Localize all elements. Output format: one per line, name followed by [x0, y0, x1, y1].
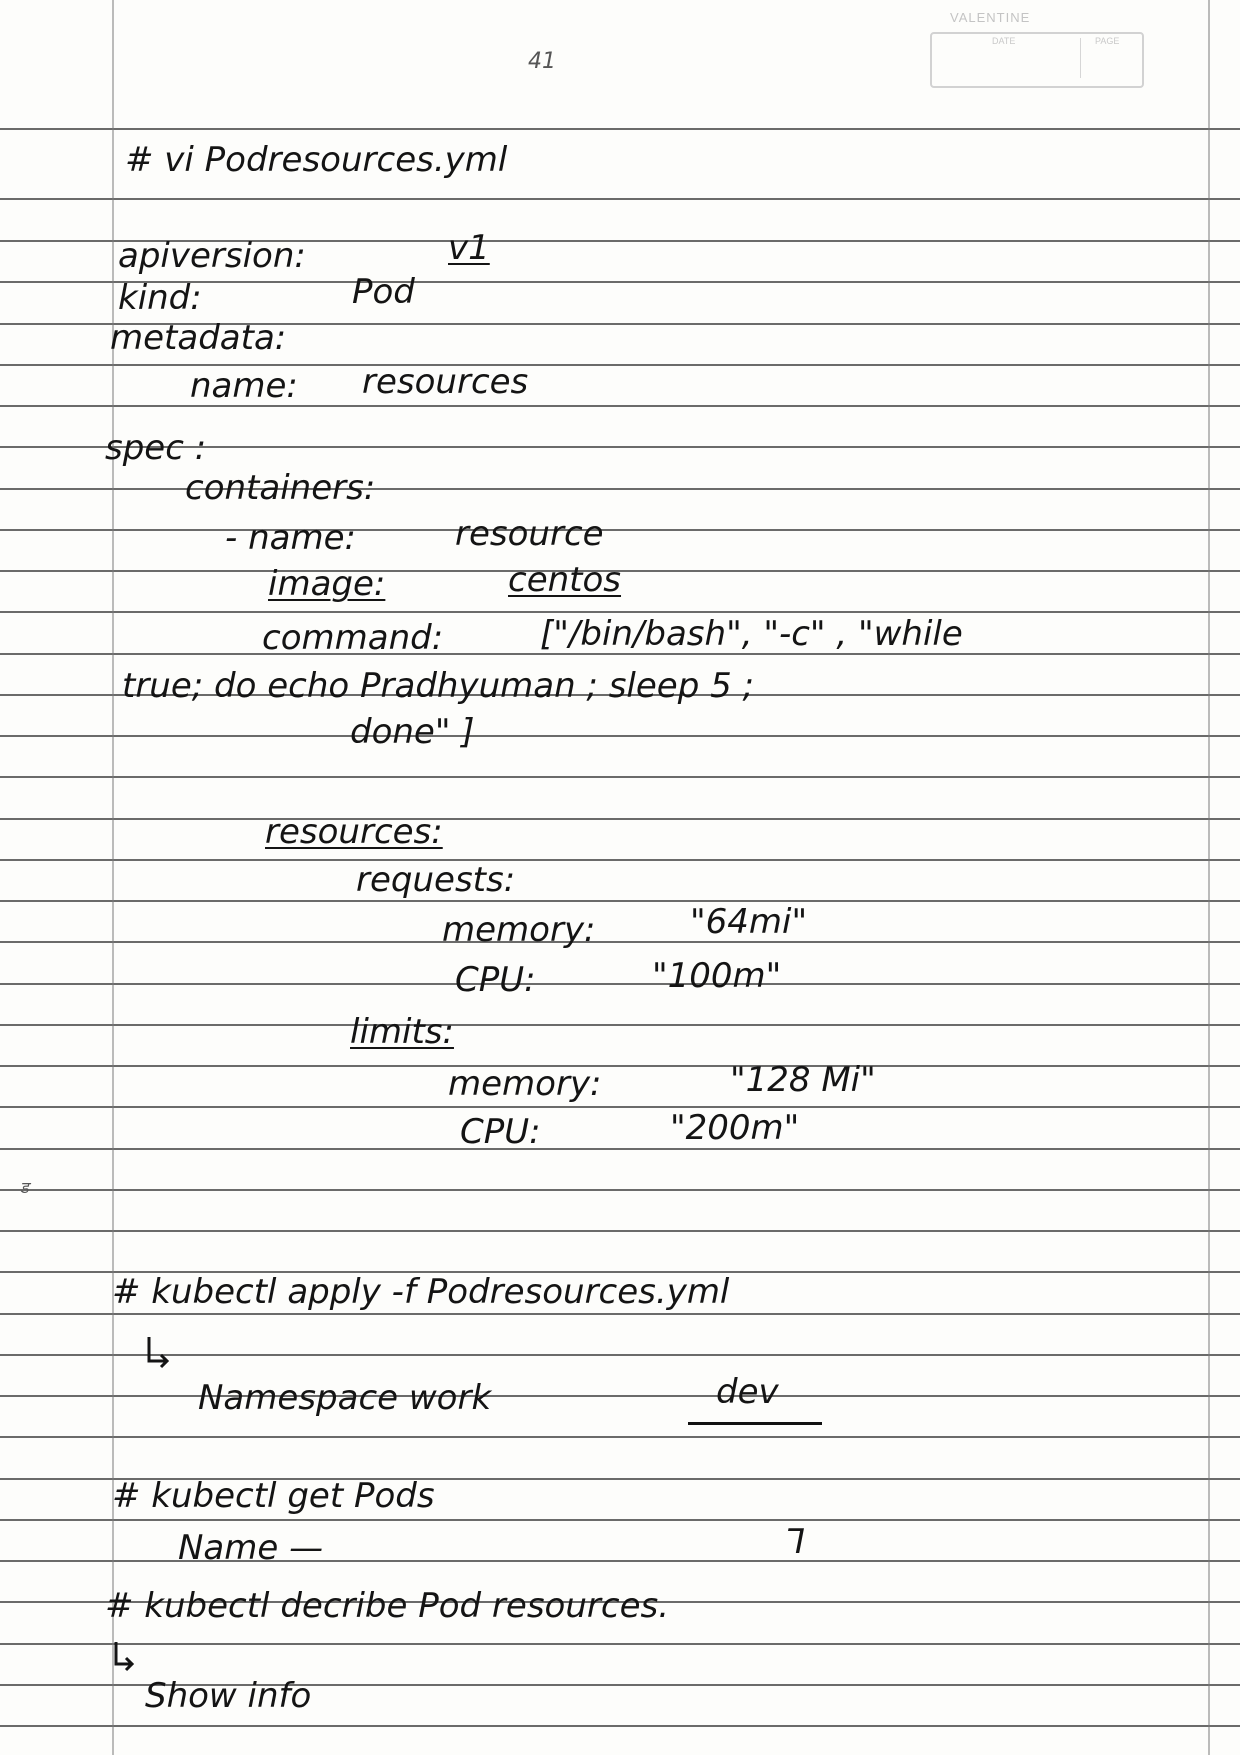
rule-line [0, 1189, 1240, 1191]
namespace-dev: dev [716, 1372, 779, 1412]
command-continuation: true; do echo Pradhyuman ; sleep 5 ; [122, 666, 754, 706]
date-label: DATE [992, 36, 1016, 46]
brand-name: VALENTINE [950, 10, 1031, 25]
rule-line [0, 1024, 1240, 1026]
rule-line [0, 1643, 1240, 1645]
name-column-note: Name — [178, 1528, 324, 1568]
page-label: PAGE [1095, 36, 1120, 46]
rule-line [0, 900, 1240, 902]
margin-line [1208, 0, 1210, 1755]
apply-command-line: # kubectl apply -f Podresources.yml [112, 1272, 730, 1312]
rule-line [0, 1230, 1240, 1232]
rule-line [0, 198, 1240, 200]
rule-line [0, 529, 1240, 531]
page-number: 41 [528, 49, 556, 74]
get-pods-command-line: # kubectl get Pods [112, 1476, 435, 1516]
image-key: image: [268, 564, 386, 604]
rule-line [0, 611, 1240, 613]
vi-command-line: # vi Podresources.yml [125, 140, 508, 180]
command-value: ["/bin/bash", "-c" , "while [540, 614, 963, 654]
limits-cpu-key: CPU: [460, 1112, 541, 1152]
rule-line [0, 1436, 1240, 1438]
requests-memory-key: memory: [442, 910, 596, 950]
arrow-icon [112, 1640, 138, 1674]
metadata-key: metadata: [110, 318, 287, 358]
rule-line [0, 1395, 1240, 1397]
rule-line [0, 1313, 1240, 1315]
stamp-divider [1080, 38, 1081, 78]
rule-line [0, 859, 1240, 861]
rule-line [0, 1106, 1240, 1108]
limits-memory-value: "128 Mi" [730, 1060, 876, 1100]
show-info-note: Show info [145, 1676, 312, 1716]
rule-line [0, 364, 1240, 366]
rule-line [0, 1519, 1240, 1521]
rule-line [0, 128, 1240, 130]
requests-cpu-value: "100m" [652, 956, 782, 996]
rule-line [0, 1065, 1240, 1067]
containers-key: containers: [185, 468, 376, 508]
requests-key: requests: [356, 860, 516, 900]
rule-line [0, 941, 1240, 943]
limits-key: limits: [350, 1012, 454, 1052]
apiversion-value: v1 [448, 228, 490, 268]
rule-line [0, 818, 1240, 820]
requests-cpu-key: CPU: [455, 960, 536, 1000]
dev-underline [688, 1422, 822, 1425]
namespace-note: Namespace work [198, 1378, 492, 1418]
image-value: centos [508, 560, 622, 600]
rule-line [0, 1354, 1240, 1356]
notebook-brand-stamp [930, 10, 1150, 90]
rule-line [0, 1725, 1240, 1727]
container-name-value: resource [455, 514, 604, 554]
resources-key: resources: [265, 812, 443, 852]
metadata-name-value: resources [362, 362, 529, 402]
bracket-mark: ⅂ [786, 1522, 805, 1562]
container-name-key: - name: [225, 518, 356, 558]
limits-cpu-value: "200m" [670, 1108, 800, 1148]
rule-line [0, 405, 1240, 407]
describe-command-line: # kubectl decribe Pod resources. [105, 1586, 670, 1626]
command-key: command: [262, 618, 444, 658]
kind-value: Pod [352, 272, 415, 312]
metadata-name-key: name: [190, 366, 298, 406]
spec-key: spec : [105, 428, 207, 468]
requests-memory-value: "64mi" [690, 902, 808, 942]
apiversion-key: apiversion: [118, 236, 306, 276]
margin-mark: ड [20, 1178, 29, 1197]
arrow-icon [145, 1335, 171, 1369]
command-end: done" ] [350, 712, 475, 752]
rule-line [0, 776, 1240, 778]
rule-line [0, 983, 1240, 985]
limits-memory-key: memory: [448, 1064, 602, 1104]
rule-line [0, 1148, 1240, 1150]
rule-line [0, 735, 1240, 737]
kind-key: kind: [118, 278, 202, 318]
